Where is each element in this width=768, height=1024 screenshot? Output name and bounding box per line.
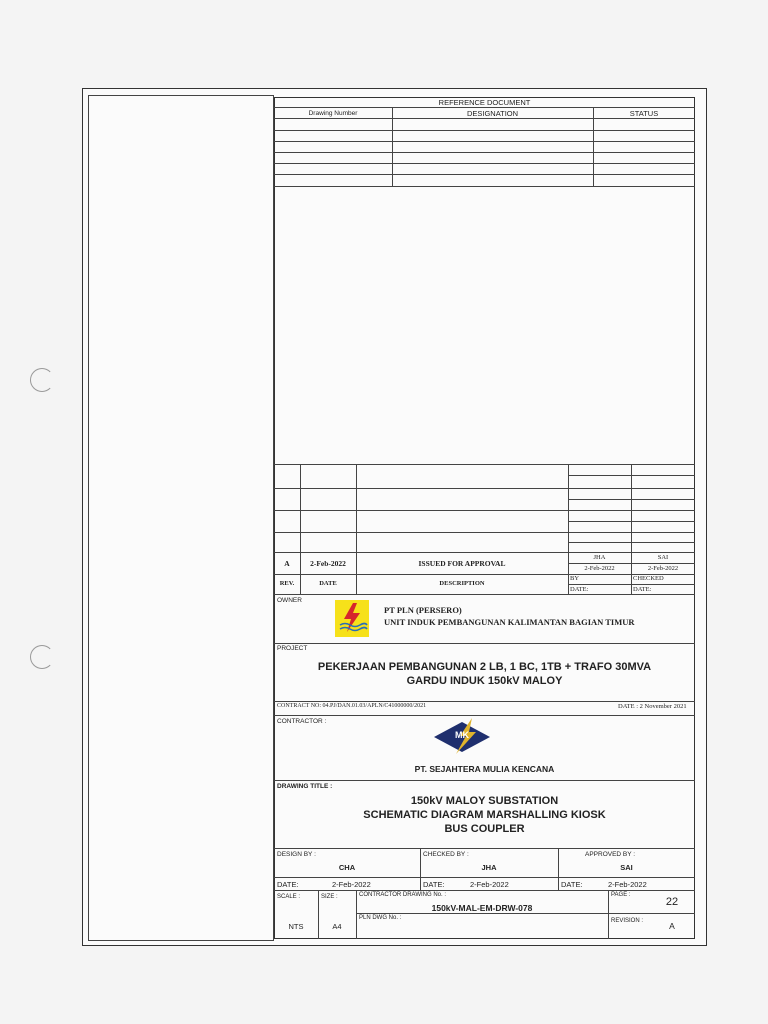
page-value: 22 (665, 896, 679, 908)
checked-date-label: DATE: (423, 880, 445, 889)
rev-by-date: 2-Feb-2022 (584, 565, 615, 572)
project-line2: GARDU INDUK 150kV MALOY (406, 675, 563, 687)
rev-by: JHA (593, 554, 606, 561)
rev-date: 2-Feb-2022 (310, 559, 346, 568)
hdr-checked-date: DATE: (633, 586, 652, 593)
design-name: CHA (338, 863, 356, 872)
design-date-label: DATE: (277, 880, 299, 889)
hdr-checked: CHECKED (633, 575, 664, 582)
size-value: A4 (332, 922, 342, 931)
approved-date: 2-Feb-2022 (608, 880, 647, 889)
owner-name: PT PLN (PERSERO) (384, 605, 462, 615)
project-line1: PEKERJAAN PEMBANGUNAN 2 LB, 1 BC, 1TB + TRAFO 30MVA (317, 661, 652, 673)
contractor-dwg-label: CONTRACTOR DRAWING No. : (359, 892, 447, 898)
punch-hole (30, 645, 54, 669)
pln-logo (335, 600, 369, 637)
contractor-label: CONTRACTOR : (277, 718, 327, 725)
hdr-rev: REV. (279, 580, 295, 587)
punch-hole (30, 368, 54, 392)
contract-number: CONTRACT NO: 04.PJ/DAN.01.03/APLN/C41000000/2021 (277, 703, 427, 709)
approved-name: SAI (620, 863, 633, 872)
project-date: DATE : 2 November 2021 (618, 703, 687, 710)
hdr-by-date: DATE: (570, 586, 589, 593)
contractor-dwg-value: 150kV-MAL-EM-DRW-078 (431, 903, 533, 913)
scale-value: NTS (288, 922, 304, 931)
approved-label: APPROVED BY : (585, 851, 636, 858)
checked-date: 2-Feb-2022 (470, 880, 509, 889)
page-label: PAGE : (611, 892, 631, 898)
checked-label: CHECKED BY : (423, 851, 469, 858)
drawing-title-line2: SCHEMATIC DIAGRAM MARSHALLING KIOSK (363, 809, 606, 821)
scale-label: SCALE : (277, 894, 301, 900)
hdr-by: BY (570, 575, 580, 582)
project-label: PROJECT (277, 645, 308, 652)
drawing-title-label: DRAWING TITLE : (277, 783, 333, 790)
hdr-description: DESCRIPTION (439, 580, 485, 587)
hdr-date: DATE (319, 580, 337, 587)
revision-value: A (669, 921, 675, 931)
smk-logo (432, 718, 492, 754)
design-date: 2-Feb-2022 (332, 880, 371, 889)
owner-unit: UNIT INDUK PEMBANGUNAN KALIMANTAN BAGIAN TIMUR (384, 617, 635, 627)
contractor-name: PT. SEJAHTERA MULIA KENCANA (414, 764, 555, 774)
rev-value: A (284, 559, 290, 568)
approved-date-label: DATE: (561, 880, 583, 889)
pln-dwg-label: PLN DWG No. : (359, 915, 402, 921)
drawing-title-line3: BUS COUPLER (444, 823, 525, 835)
rev-checked: SAI (657, 554, 669, 561)
col-designation: DESIGNATION (466, 109, 519, 118)
drawing-title-line1: 150kV MALOY SUBSTATION (410, 795, 559, 807)
reference-title: REFERENCE DOCUMENT (438, 98, 531, 107)
rev-description: ISSUED FOR APPROVAL (418, 559, 506, 568)
smk-logo-text: MK (455, 730, 469, 740)
checked-name: JHA (481, 863, 497, 872)
col-drawing-number: Drawing Number (308, 110, 358, 117)
owner-label: OWNER (277, 597, 302, 604)
rev-checked-date: 2-Feb-2022 (647, 565, 679, 572)
col-status: STATUS (629, 109, 659, 118)
binding-margin (88, 95, 274, 941)
design-label: DESIGN BY : (277, 851, 316, 858)
revision-label: REVISION : (611, 918, 644, 924)
size-label: SIZE : (321, 894, 338, 900)
